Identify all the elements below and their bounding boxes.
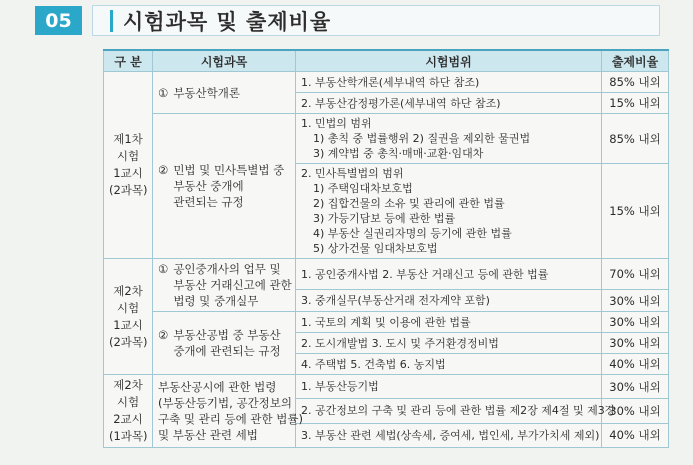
ratio-cell: 15% 내외 (602, 164, 669, 259)
subject-name (158, 379, 303, 443)
section-number-badge: 05 (35, 6, 82, 35)
ratio-cell: 30% 내외 (602, 333, 669, 354)
table-row (104, 114, 669, 164)
ratio-cell: 85% 내외 (602, 72, 669, 93)
page-title: 시험과목 및 출제비율 (123, 9, 332, 34)
scope-subitem: 3) 계약법 중 총칙·매매·교환·임대차 (313, 147, 484, 160)
exam-session-line: (2과목) (109, 183, 148, 197)
scope-cell (296, 259, 602, 290)
subject-number: ① (158, 85, 169, 100)
title-box (92, 5, 660, 36)
scope-subitem: 1) 총칙 중 법률행위 2) 질권을 제외한 물권법 (313, 132, 531, 145)
ratio-cell: 85% 내외 (602, 114, 669, 164)
subject-cell (153, 375, 303, 448)
table-row (104, 312, 669, 333)
exam-session-cell (104, 375, 153, 448)
subject-name-line: 법령 및 중개실무 (173, 294, 259, 308)
subject-name-line: 구축 및 관리 등에 관한 법률) (158, 412, 303, 426)
scope-cell (296, 290, 602, 312)
subject-name (173, 261, 291, 309)
subject-wrap (158, 379, 303, 443)
column-header: 구 분 (104, 50, 153, 72)
subject-name-line: 중개에 관련되는 규정 (173, 344, 281, 358)
subject-cell (153, 259, 296, 312)
exam-session-line: 제2차 (113, 283, 143, 298)
exam-session-line: (1과목) (109, 429, 148, 443)
scope-cell (296, 312, 602, 333)
subject-wrap (158, 162, 290, 210)
exam-subjects-table (103, 49, 669, 448)
subject-cell (153, 72, 296, 114)
ratio-cell: 40% 내외 (602, 423, 669, 447)
subject-wrap (158, 261, 290, 309)
scope-cell (296, 354, 602, 375)
scope-cell (296, 399, 616, 423)
subject-name (173, 327, 290, 359)
exam-session-cell (104, 259, 153, 375)
ratio-cell: 30% 내외 (602, 399, 669, 423)
scope-subitem: 3) 가등기담보 등에 관한 법률 (313, 212, 456, 225)
scope-subitem: 1) 주택임대차보호법 (313, 182, 413, 195)
scope-title: 1. 부동산등기법 (301, 380, 379, 394)
subject-name-line: 부동산공시에 관한 법령 (158, 380, 277, 394)
exam-session-line: 시험 (116, 300, 140, 315)
exam-session-line: 1교시 (113, 166, 143, 180)
scope-cell (296, 164, 602, 259)
subject-cell (153, 114, 296, 259)
table-row (104, 259, 669, 290)
ratio-cell: 30% 내외 (602, 375, 669, 399)
scope-title: 1. 민법의 범위 (301, 117, 372, 130)
scope-title: 3. 중개실무(부동산거래 전자계약 포함) (301, 294, 490, 308)
scope-title: 1. 부동산학개론(세부내역 하단 참조) (301, 75, 480, 89)
scope-title: 2. 민사특별법의 범위 (301, 167, 404, 180)
exam-session-line: 제1차 (113, 132, 143, 146)
ratio-cell: 15% 내외 (602, 93, 669, 114)
exam-session-line: 시험 (116, 395, 140, 409)
subject-number: ② (158, 328, 169, 342)
column-header: 출제비율 (602, 50, 669, 72)
scope-subitem: 4) 부동산 실권리자명의 등기에 관한 법률 (313, 227, 512, 240)
scope-title: 1. 공인중개사법 2. 부동산 거래신고 등에 관한 법률 (301, 267, 549, 281)
ratio-cell: 30% 내외 (602, 312, 669, 333)
scope-title: 3. 부동산 관련 세법(상속세, 증여세, 법인세, 부가가치세 제외) (301, 428, 600, 442)
scope-title: 2. 공간정보의 구축 및 관리 등에 관한 법률 제2장 제4절 및 제3장 (301, 404, 616, 418)
subject-name-line: 부동산 중개에 (173, 179, 244, 193)
subject-name-line: 공인중개사의 업무 및 (173, 262, 281, 276)
ratio-cell: 40% 내외 (602, 354, 669, 375)
subject-number: ① (158, 262, 169, 276)
scope-cell (296, 93, 602, 114)
scope-cell (296, 72, 602, 93)
exam-session-cell (104, 72, 153, 259)
scope-subitem: 2) 집합건물의 소유 및 관리에 관한 법률 (313, 197, 505, 210)
table-header-row (104, 50, 669, 72)
subject-wrap (158, 85, 290, 101)
subject-name-line: 민법 및 민사특별법 중 (173, 163, 285, 177)
subject-name (173, 162, 290, 210)
scope-cell (296, 114, 602, 164)
subject-cell (153, 312, 296, 375)
scope-title: 2. 도시개발법 3. 도시 및 주거환경정비법 (301, 336, 499, 350)
exam-session-line: 1교시 (113, 317, 143, 332)
scope-cell (296, 333, 602, 354)
subject-name-line: 부동산 거래신고에 관한 (173, 278, 292, 292)
subject-name-line: (부동산등기법, 공간정보의 (158, 396, 292, 410)
subject-name-line: 관련되는 규정 (173, 195, 244, 209)
column-header: 시험범위 (296, 50, 602, 72)
table-row (104, 72, 669, 93)
section-header (0, 0, 693, 44)
subject-name-line: 및 부동산 관련 세법 (158, 428, 258, 442)
subject-name-line: 부동산공법 중 부동산 (173, 328, 281, 342)
subject-name (173, 85, 290, 101)
subject-wrap (158, 327, 290, 359)
column-header: 시험과목 (153, 50, 296, 72)
scope-title: 2. 부동산감정평가론(세부내역 하단 참조) (301, 96, 501, 110)
scope-subitem: 5) 상가건물 임대차보호법 (313, 242, 438, 255)
subject-number: ② (158, 163, 169, 177)
exam-session-line: 2교시 (113, 412, 143, 426)
exam-session-line: 제2차 (113, 378, 143, 392)
scope-title: 4. 주택법 5. 건축법 6. 농지법 (301, 357, 446, 371)
exam-session-line: (2과목) (109, 334, 148, 349)
table-body (104, 72, 669, 448)
ratio-cell: 30% 내외 (602, 290, 669, 312)
scope-cell (296, 375, 602, 399)
title-accent-bar (110, 10, 113, 32)
scope-title: 1. 국토의 계획 및 이용에 관한 법률 (301, 315, 471, 329)
table-row (104, 375, 669, 399)
ratio-cell: 70% 내외 (602, 259, 669, 290)
subject-name-line: 부동산학개론 (173, 85, 240, 100)
scope-cell (296, 423, 602, 447)
exam-session-line: 시험 (116, 149, 140, 163)
